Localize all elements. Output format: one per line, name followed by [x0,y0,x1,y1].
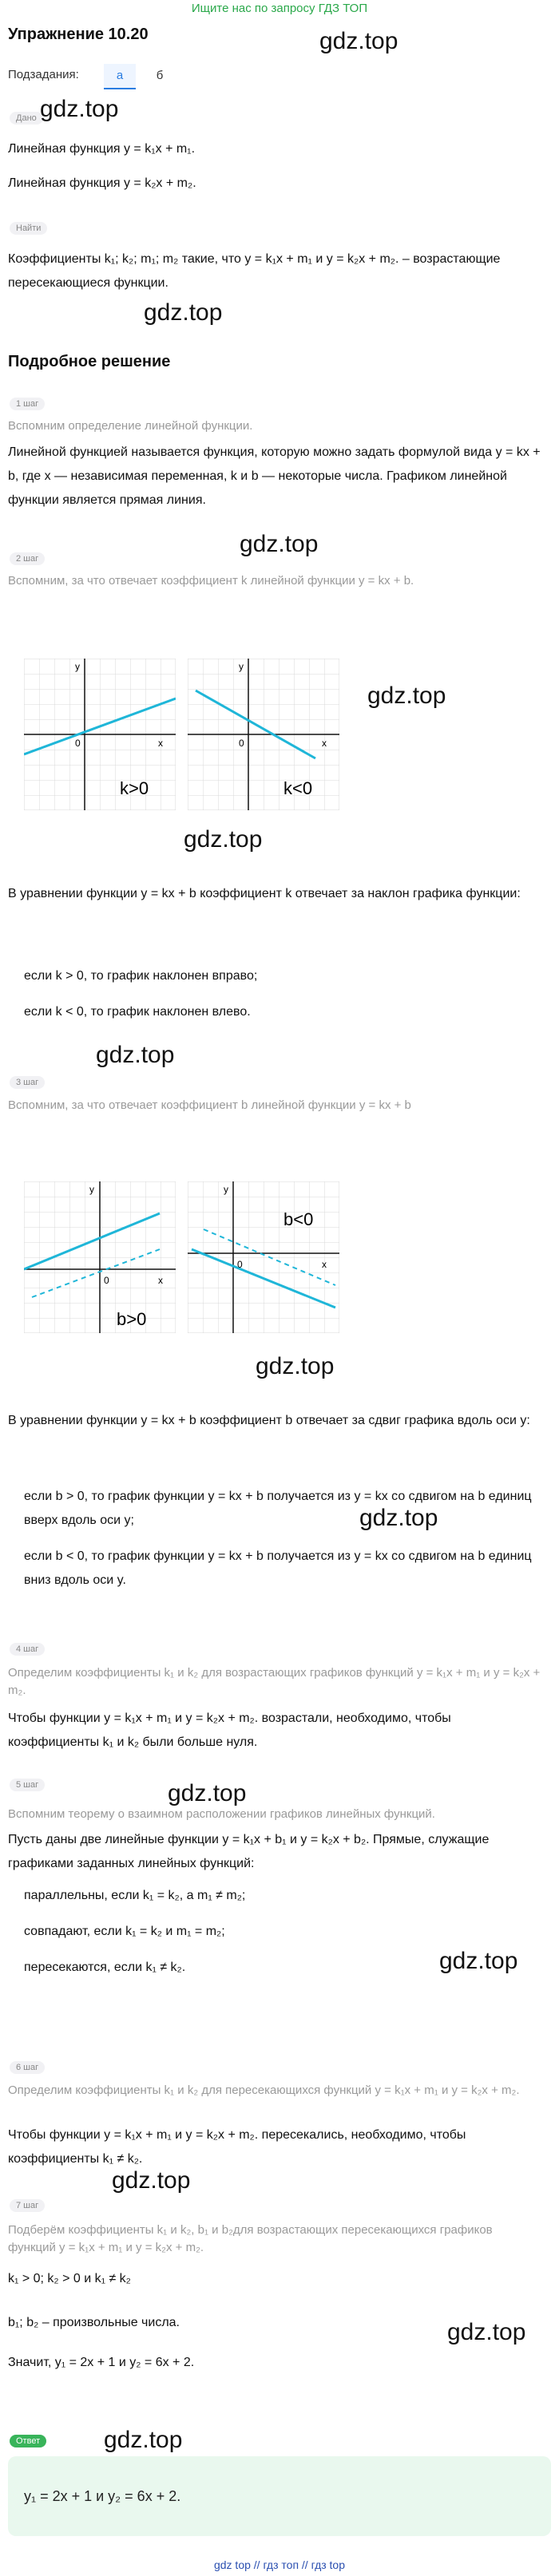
chart-label: b>0 [117,1309,147,1329]
step-badge: 3 шаг [10,1076,45,1089]
chart-label: b<0 [283,1209,314,1229]
watermark: gdz.top [168,1780,247,1806]
answer-text: y₁ = 2x + 1 и y₂ = 6x + 2. [24,2488,181,2504]
find-badge: Найти [10,222,47,235]
bullet: если k > 0, то график наклонен вправо; [24,969,258,983]
origin-label: 0 [237,1259,243,1270]
watermark: gdz.top [104,2427,183,2453]
result-line: b₁; b₂ – произвольные числа. [8,2316,180,2329]
watermark: gdz.top [439,1948,518,1974]
step-text: Пусть даны две линейные функции y = k₁x + b₁ и y = k₂x + b₂. Прямые, служащие графиками заданных линейных функций: [8,1833,490,1870]
origin-label: 0 [75,738,81,749]
subtasks-label: Подзадания: [8,68,79,81]
result-line: Значит, y₁ = 2x + 1 и y₂ = 6x + 2. [8,2356,195,2369]
origin-label: 0 [239,738,244,749]
watermark: gdz.top [40,96,119,122]
step-badge: 5 шаг [10,1779,45,1791]
watermark: gdz.top [256,1353,335,1379]
watermark: gdz.top [447,2319,526,2345]
chart-label: k>0 [120,778,149,798]
y-axis-label: y [239,661,244,672]
search-banner[interactable]: Ищите нас по запросу ГДЗ ТОП [191,2,368,15]
chart-b-negative [188,1181,339,1333]
x-axis-label: x [322,1259,327,1270]
page-title: Упражнение 10.20 [8,26,149,43]
bullet: если b > 0, то график функции y = kx + b получается из y = kx со сдвигом на b единиц вверх вдоль оси y; [24,1490,532,1527]
step-lead: Подберём коэффициенты k₁ и k₂, b₁ и b₂для возрастающих пересекающихся графиков функций y = k₁x + m₁ и y = k₂x + m₂. [8,2223,493,2254]
list-item: параллельны, если k₁ = k₂, а m₁ ≠ m₂; [24,1889,246,1902]
chart-label: k<0 [283,778,313,798]
chart-k-positive [24,659,176,810]
watermark: gdz.top [96,1042,175,1068]
given-line-1: Линейная функция y = k₁x + m₁. [8,142,196,156]
step-lead: Определим коэффициенты k₁ и k₂ для возрастающих графиков функций y = k₁x + m₁ и y = k₂x + m₂. [8,1666,541,1697]
step-text: Чтобы функции y = k₁x + m₁ и y = k₂x + m₂. пересекались, необходимо, чтобы коэффициенты k₁ ≠ k₂. [8,2128,466,2166]
step-text: В уравнении функции y = kx + b коэффициент b отвечает за сдвиг графика вдоль оси y: [8,1414,530,1427]
step-text: В уравнении функции y = kx + b коэффициент k отвечает за наклон графика функции: [8,887,521,900]
watermark: gdz.top [240,531,319,557]
x-axis-label: x [322,738,327,749]
answer-badge: Ответ [10,2435,46,2447]
y-axis-label: y [89,1184,94,1195]
watermark: gdz.top [144,299,223,326]
answer-box [8,2456,551,2536]
watermark: gdz.top [184,826,263,853]
step-badge: 6 шаг [10,2061,45,2074]
step-lead: Вспомним, за что отвечает коэффициент k линейной функции y = kx + b. [8,574,414,588]
list-item: совпадают, если k₁ = k₂ и m₁ = m₂; [24,1925,225,1938]
x-axis-label: x [158,738,163,749]
find-text: Коэффициенты k₁; k₂; m₁; m₂ такие, что y = k₁x + m₁ и y = k₂x + m₂. – возрастающие пересекающиеся функции. [8,252,501,290]
footer-links[interactable]: gdz top // гдз топ // гдз top [213,2558,346,2571]
step-text: Линейной функцией называется функция, которую можно задать формулой вида y = kx + b, где x — независимая переменная, k и b — некоторые числа. Графиком линейной функции является прямая линия. [8,445,541,507]
origin-label: 0 [104,1275,109,1286]
y-axis-label: y [224,1184,228,1195]
watermark: gdz.top [359,1505,438,1531]
step-lead: Вспомним определение линейной функции. [8,419,253,433]
result-line: k₁ > 0; k₂ > 0 и k₁ ≠ k₂ [8,2272,131,2285]
bullet: если b < 0, то график функции y = kx + b получается из y = kx со сдвигом на b единиц вниз вдоль оси y. [24,1549,532,1587]
given-line-2: Линейная функция y = k₂x + m₂. [8,176,196,190]
step-lead: Вспомним теорему о взаимном расположении графиков линейных функций. [8,1807,435,1821]
bullet: если k < 0, то график наклонен влево. [24,1005,251,1019]
step-badge: 2 шаг [10,552,45,565]
chart-b-positive [24,1181,176,1333]
step-text: Чтобы функции y = k₁x + m₁ и y = k₂x + m₂. возрастали, необходимо, чтобы коэффициенты k₁ и k₂ были больше нуля. [8,1711,451,1749]
list-item: пересекаются, если k₁ ≠ k₂. [24,1961,186,1974]
tab-b[interactable]: б [156,69,164,82]
x-axis-label: x [158,1275,163,1286]
solution-title: Подробное решение [8,353,171,370]
watermark: gdz.top [319,28,398,54]
given-badge: Дано [10,112,43,125]
step-badge: 1 шаг [10,398,45,410]
watermark: gdz.top [367,683,446,709]
watermark: gdz.top [112,2167,191,2194]
step-lead: Вспомним, за что отвечает коэффициент b линейной функции y = kx + b [8,1098,411,1112]
step-badge: 7 шаг [10,2199,45,2212]
step-lead: Определим коэффициенты k₁ и k₂ для пересекающихся функций y = k₁x + m₁ и y = k₂x + m₂. [8,2083,520,2097]
tab-a[interactable]: а [104,64,136,89]
chart-k-negative [188,659,339,810]
step-badge: 4 шаг [10,1643,45,1656]
y-axis-label: y [75,661,80,672]
